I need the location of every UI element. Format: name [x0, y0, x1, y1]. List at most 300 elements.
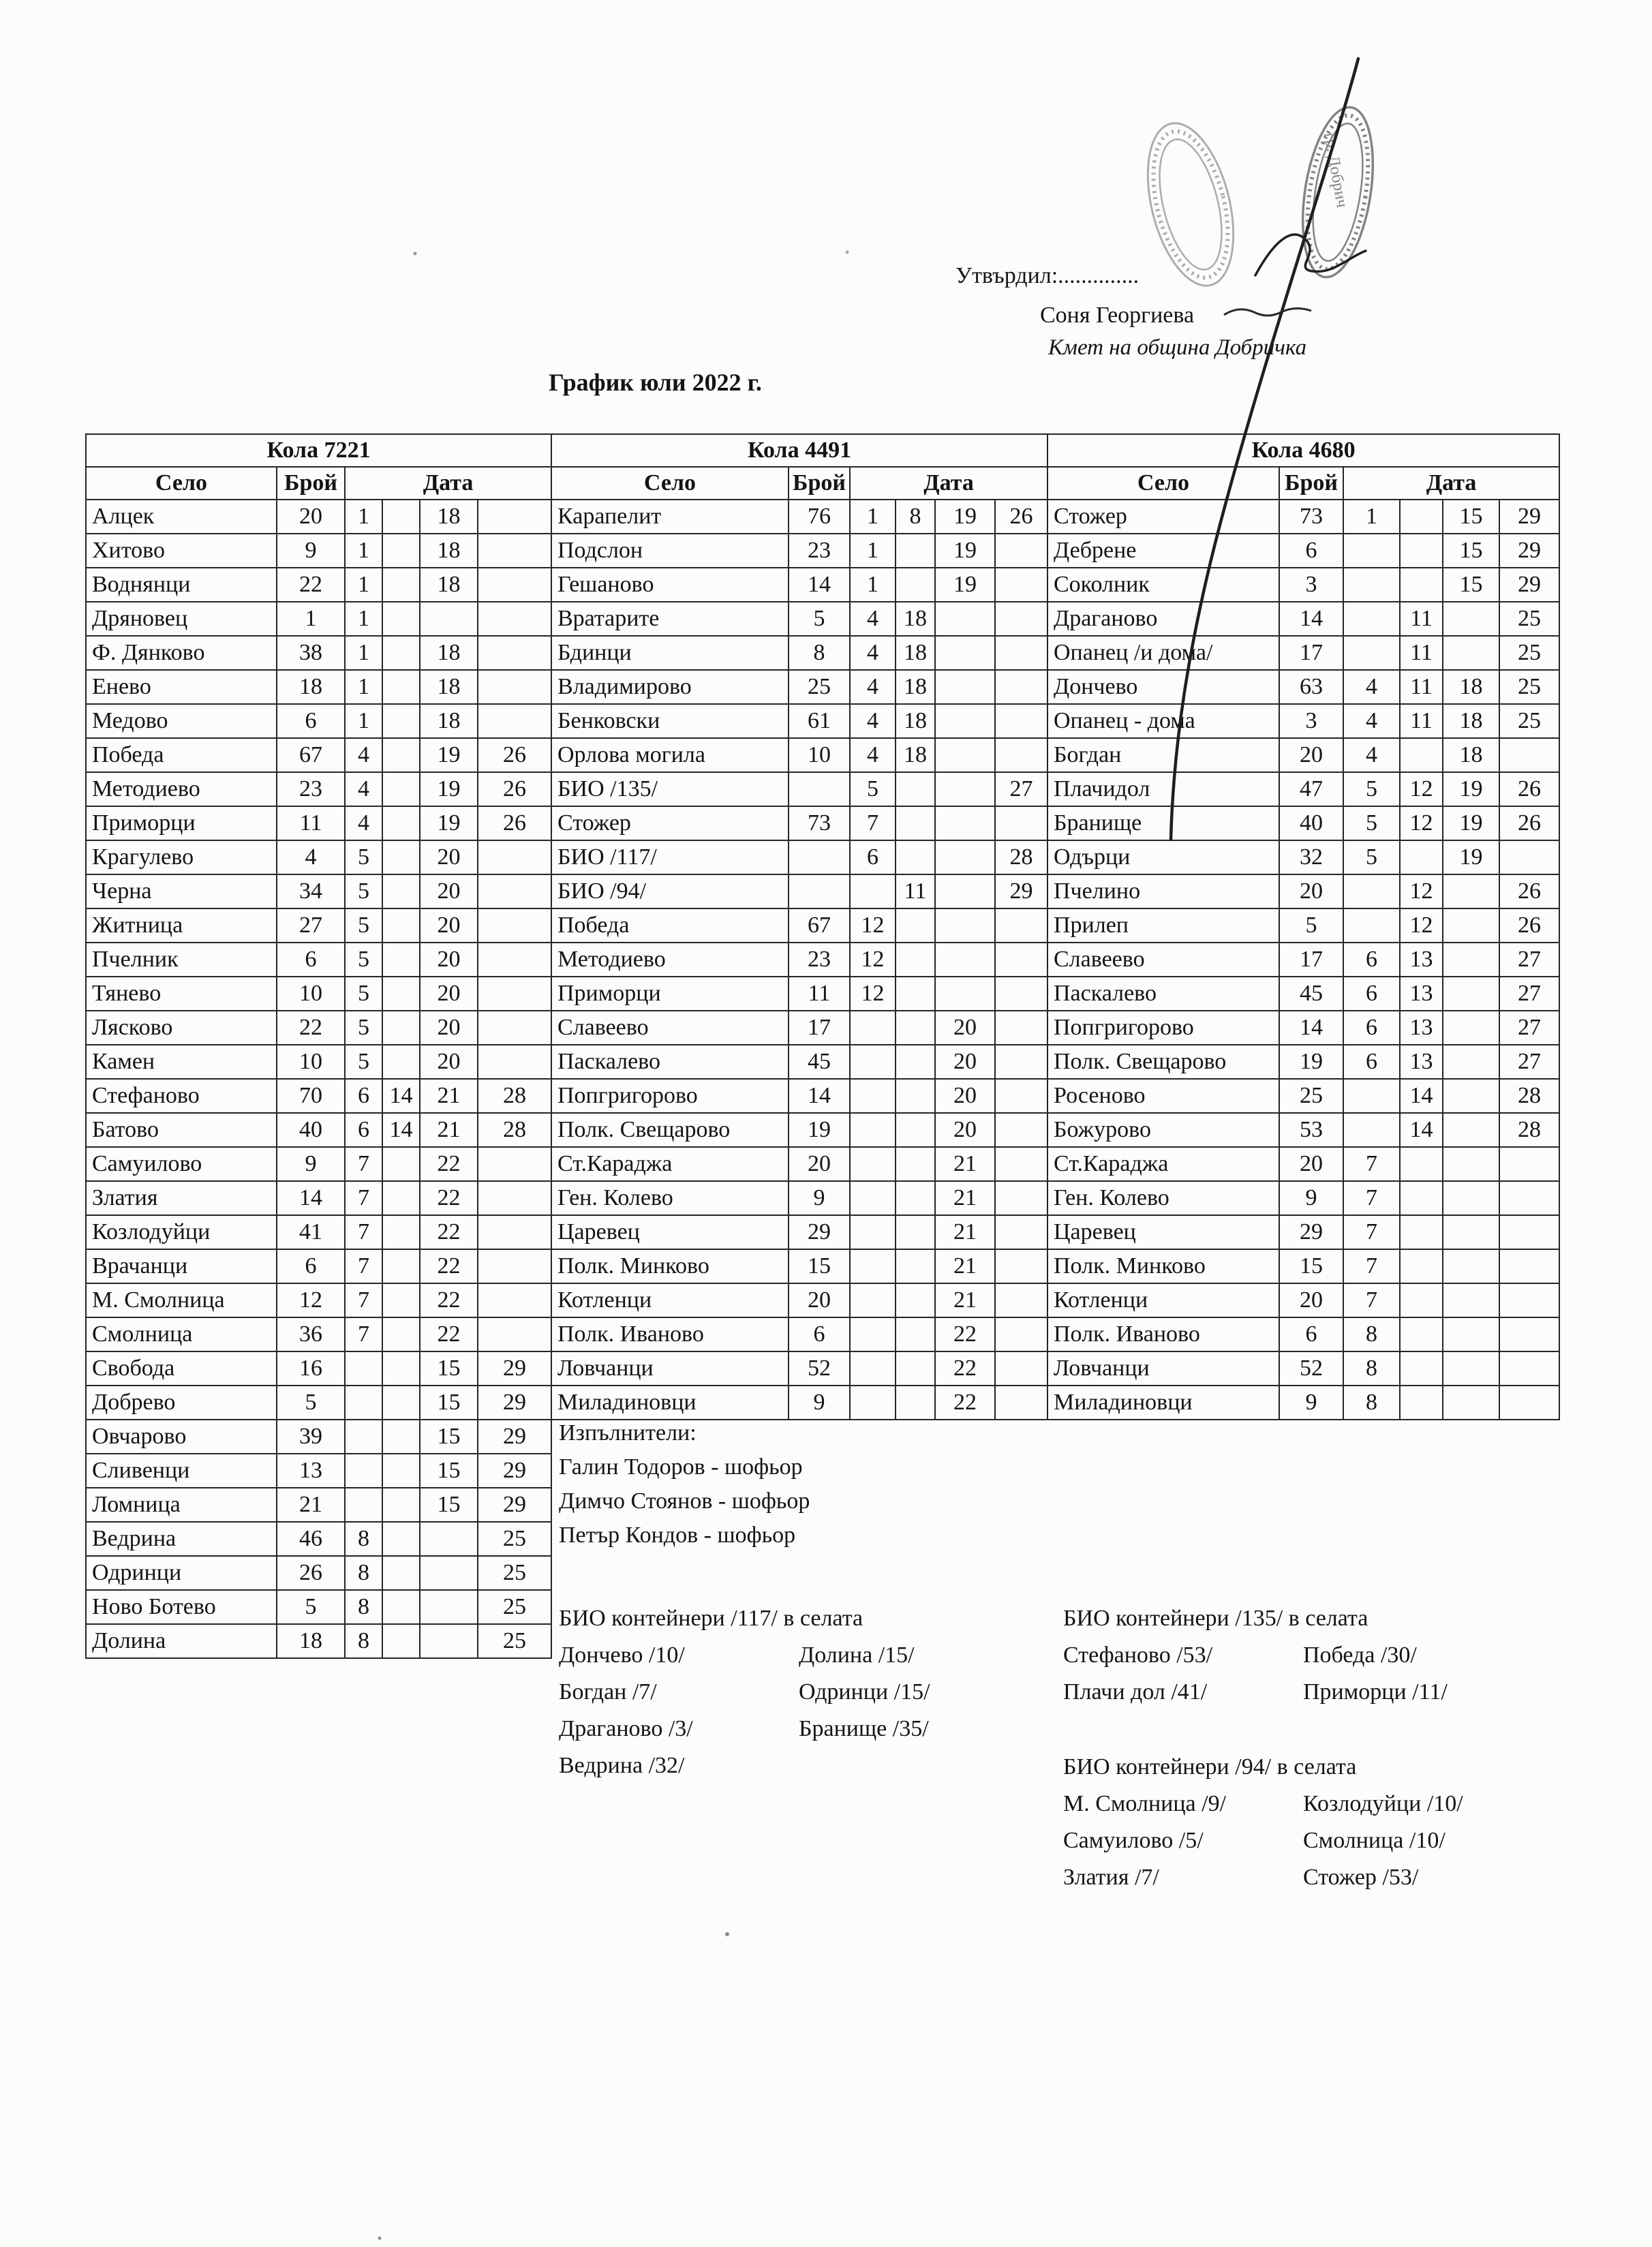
table-row [1047, 772, 1559, 806]
date-cell [478, 874, 551, 908]
village-cell: Сливенци [86, 1454, 277, 1488]
date-cell: 18 [896, 704, 935, 738]
table-row [86, 1351, 551, 1386]
table-row [86, 874, 551, 908]
date-cell: 19 [420, 738, 478, 772]
date-cell: 29 [478, 1386, 551, 1420]
date-cell [896, 1181, 935, 1215]
count-cell [789, 840, 850, 874]
date-cell [935, 806, 995, 840]
village-cell: Житница [86, 908, 277, 943]
table-row [86, 568, 551, 602]
date-cell [1343, 568, 1400, 602]
date-cell: 20 [935, 1079, 995, 1113]
date-cell [420, 1522, 478, 1556]
date-cell: 25 [1499, 704, 1559, 738]
village-cell: Владимирово [551, 670, 789, 704]
date-cell: 1 [345, 636, 382, 670]
date-cell: 1 [850, 534, 896, 568]
date-cell: 19 [1443, 772, 1499, 806]
village-cell: Стожер [551, 806, 789, 840]
table-row [551, 636, 1047, 670]
date-cell: 13 [1400, 943, 1443, 977]
date-cell [1400, 1386, 1443, 1420]
count-cell [789, 772, 850, 806]
date-cell: 4 [1343, 704, 1400, 738]
bio-117-note [559, 1606, 930, 1790]
table-row [551, 1113, 1047, 1147]
date-cell [382, 1624, 420, 1658]
date-cell [995, 943, 1047, 977]
village-cell: Одринци [86, 1556, 277, 1590]
village-cell: Ст.Караджа [1047, 1147, 1279, 1181]
date-cell: 20 [420, 1045, 478, 1079]
note-row [559, 1642, 930, 1679]
note-row [1063, 1642, 1448, 1679]
village-cell: Стожер [1047, 500, 1279, 534]
date-cell [1443, 1386, 1499, 1420]
table-row [1047, 534, 1559, 568]
village-cell: Полк. Минково [1047, 1249, 1279, 1283]
count-cell: 27 [277, 908, 345, 943]
stamp-text: гр. Добрич [1320, 131, 1351, 209]
date-cell: 8 [345, 1590, 382, 1624]
date-cell: 29 [478, 1488, 551, 1522]
note-item: Стожер /53/ [1303, 1865, 1419, 1890]
date-cell: 1 [345, 704, 382, 738]
count-cell: 22 [277, 568, 345, 602]
col-header-count: Брой [1279, 467, 1343, 500]
date-cell [850, 1249, 896, 1283]
table-row [1047, 1215, 1559, 1249]
table-row [1047, 908, 1559, 943]
table-row [551, 1147, 1047, 1181]
date-cell: 14 [1400, 1113, 1443, 1147]
date-cell [478, 943, 551, 977]
count-cell: 40 [1279, 806, 1343, 840]
date-cell [382, 1454, 420, 1488]
table-row [86, 1454, 551, 1488]
date-cell [382, 1522, 420, 1556]
date-cell: 1 [345, 534, 382, 568]
count-cell: 45 [1279, 977, 1343, 1011]
date-cell: 21 [420, 1113, 478, 1147]
date-cell: 22 [935, 1351, 995, 1386]
date-cell: 14 [382, 1113, 420, 1147]
date-cell [995, 1215, 1047, 1249]
village-cell: Ловчанци [1047, 1351, 1279, 1386]
village-cell: Приморци [86, 806, 277, 840]
date-cell [850, 1181, 896, 1215]
count-cell: 5 [277, 1590, 345, 1624]
date-cell [345, 1488, 382, 1522]
village-cell: Царевец [551, 1215, 789, 1249]
date-cell [478, 1215, 551, 1249]
date-cell [995, 670, 1047, 704]
date-cell [850, 1215, 896, 1249]
count-cell: 19 [1279, 1045, 1343, 1079]
date-cell [382, 534, 420, 568]
date-cell: 5 [1343, 840, 1400, 874]
date-cell: 4 [1343, 738, 1400, 772]
date-cell [420, 1590, 478, 1624]
count-cell: 29 [789, 1215, 850, 1249]
count-cell: 13 [277, 1454, 345, 1488]
date-cell [382, 1045, 420, 1079]
date-cell [1443, 1215, 1499, 1249]
date-cell: 22 [420, 1249, 478, 1283]
date-cell: 1 [1343, 500, 1400, 534]
count-cell: 20 [1279, 1283, 1343, 1317]
count-cell: 20 [277, 500, 345, 534]
car-group-header: Кола 7221 [86, 434, 551, 467]
date-cell [995, 738, 1047, 772]
date-cell [995, 602, 1047, 636]
count-cell: 3 [1279, 568, 1343, 602]
date-cell: 22 [420, 1283, 478, 1317]
date-cell: 8 [1343, 1317, 1400, 1351]
date-cell: 4 [345, 806, 382, 840]
table-row [551, 840, 1047, 874]
date-cell: 5 [1343, 806, 1400, 840]
date-cell: 29 [1499, 500, 1559, 534]
date-cell [1443, 1113, 1499, 1147]
date-cell: 7 [1343, 1283, 1400, 1317]
date-cell: 29 [1499, 568, 1559, 602]
table-row [86, 908, 551, 943]
date-cell: 1 [850, 500, 896, 534]
date-cell [382, 1590, 420, 1624]
count-cell: 47 [1279, 772, 1343, 806]
date-cell [850, 1045, 896, 1079]
date-cell [382, 1317, 420, 1351]
car-header-row [86, 434, 551, 467]
count-cell: 14 [1279, 602, 1343, 636]
car-group-header: Кола 4680 [1047, 434, 1559, 467]
village-cell: Дончево [1047, 670, 1279, 704]
date-cell [1400, 568, 1443, 602]
date-cell: 25 [478, 1590, 551, 1624]
date-cell [896, 568, 935, 602]
village-cell: Лясково [86, 1011, 277, 1045]
table-row [86, 602, 551, 636]
date-cell [1443, 908, 1499, 943]
village-cell: Славеево [551, 1011, 789, 1045]
date-cell: 27 [1499, 977, 1559, 1011]
village-cell: Миладиновци [1047, 1386, 1279, 1420]
date-cell: 25 [1499, 602, 1559, 636]
count-cell: 67 [789, 908, 850, 943]
date-cell: 21 [420, 1079, 478, 1113]
date-cell [1400, 1317, 1443, 1351]
table-row [1047, 602, 1559, 636]
count-cell: 9 [789, 1181, 850, 1215]
village-cell: Златия [86, 1181, 277, 1215]
date-cell [850, 1113, 896, 1147]
count-cell: 23 [277, 772, 345, 806]
date-cell: 7 [345, 1147, 382, 1181]
date-cell: 15 [420, 1386, 478, 1420]
date-cell [995, 534, 1047, 568]
note-item: Дончево /10/ [559, 1642, 685, 1668]
date-cell: 28 [1499, 1113, 1559, 1147]
performer-item: Димчо Стоянов - шофьор [559, 1488, 810, 1514]
date-cell [995, 568, 1047, 602]
date-cell [1443, 1147, 1499, 1181]
table-row [86, 1386, 551, 1420]
note-title: БИО контейнери /94/ в селата [1063, 1754, 1357, 1779]
village-cell: Методиево [551, 943, 789, 977]
date-cell: 19 [1443, 840, 1499, 874]
village-cell: Попгригорово [1047, 1011, 1279, 1045]
count-cell: 9 [1279, 1181, 1343, 1215]
column-header-row [1047, 467, 1559, 500]
date-cell [896, 1351, 935, 1386]
count-cell: 3 [1279, 704, 1343, 738]
date-cell [1499, 1215, 1559, 1249]
village-cell: Овчарово [86, 1420, 277, 1454]
table-row [1047, 1011, 1559, 1045]
date-cell [995, 1351, 1047, 1386]
date-cell [995, 1181, 1047, 1215]
village-cell: Хитово [86, 534, 277, 568]
village-cell: Славеево [1047, 943, 1279, 977]
table-row [1047, 636, 1559, 670]
date-cell: 6 [345, 1113, 382, 1147]
date-cell [896, 840, 935, 874]
village-cell: Тянево [86, 977, 277, 1011]
date-cell: 29 [995, 874, 1047, 908]
village-cell: Бенковски [551, 704, 789, 738]
count-cell: 38 [277, 636, 345, 670]
date-cell: 8 [1343, 1386, 1400, 1420]
date-cell [1343, 534, 1400, 568]
count-cell: 36 [277, 1317, 345, 1351]
count-cell: 41 [277, 1215, 345, 1249]
date-cell [345, 1454, 382, 1488]
col-header-count: Брой [789, 467, 850, 500]
table-row [551, 977, 1047, 1011]
date-cell: 7 [1343, 1147, 1400, 1181]
scan-speck [378, 2237, 382, 2240]
table-row [551, 1249, 1047, 1283]
date-cell [1400, 534, 1443, 568]
note-item: Приморци /11/ [1303, 1679, 1448, 1705]
table-row [551, 568, 1047, 602]
note-item: Ведрина /32/ [559, 1753, 685, 1778]
date-cell [478, 1283, 551, 1317]
count-cell: 20 [1279, 738, 1343, 772]
count-cell: 6 [1279, 534, 1343, 568]
count-cell: 5 [789, 602, 850, 636]
table-row [551, 738, 1047, 772]
date-cell [478, 840, 551, 874]
date-cell: 18 [420, 704, 478, 738]
date-cell: 21 [935, 1181, 995, 1215]
date-cell: 12 [850, 943, 896, 977]
count-cell: 14 [789, 1079, 850, 1113]
date-cell: 15 [420, 1420, 478, 1454]
col-header-count: Брой [277, 467, 345, 500]
date-cell [935, 874, 995, 908]
table-row [1047, 704, 1559, 738]
table-row [1047, 1181, 1559, 1215]
village-cell: Паскалево [1047, 977, 1279, 1011]
schedule-table-kola-4491 [551, 433, 1048, 1420]
date-cell [1343, 636, 1400, 670]
date-cell [896, 772, 935, 806]
date-cell: 19 [935, 568, 995, 602]
date-cell: 11 [896, 874, 935, 908]
date-cell [478, 670, 551, 704]
count-cell: 26 [277, 1556, 345, 1590]
date-cell [1443, 602, 1499, 636]
date-cell: 25 [478, 1556, 551, 1590]
date-cell [896, 1249, 935, 1283]
date-cell [478, 1011, 551, 1045]
table-row [1047, 568, 1559, 602]
date-cell: 21 [935, 1249, 995, 1283]
table-row [551, 1011, 1047, 1045]
table-row [1047, 500, 1559, 534]
date-cell [995, 704, 1047, 738]
village-cell: Смолница [86, 1317, 277, 1351]
date-cell [1499, 840, 1559, 874]
date-cell [1443, 1317, 1499, 1351]
date-cell: 15 [1443, 534, 1499, 568]
date-cell: 19 [420, 806, 478, 840]
date-cell: 20 [935, 1011, 995, 1045]
date-cell [1499, 1147, 1559, 1181]
date-cell [935, 772, 995, 806]
count-cell: 40 [277, 1113, 345, 1147]
date-cell [896, 1215, 935, 1249]
table-row [551, 874, 1047, 908]
date-cell: 11 [1400, 704, 1443, 738]
note-item: Бранище /35/ [799, 1716, 929, 1741]
village-cell: БИО /135/ [551, 772, 789, 806]
date-cell: 29 [478, 1454, 551, 1488]
bio-94-note [1063, 1754, 1463, 1901]
date-cell [1400, 500, 1443, 534]
village-cell: Полк. Свещарово [551, 1113, 789, 1147]
date-cell [1499, 1351, 1559, 1386]
date-cell [382, 908, 420, 943]
date-cell [1499, 1283, 1559, 1317]
note-row [559, 1716, 930, 1753]
date-cell: 18 [420, 534, 478, 568]
count-cell: 19 [789, 1113, 850, 1147]
table-row [1047, 1249, 1559, 1283]
date-cell [382, 840, 420, 874]
count-cell: 21 [277, 1488, 345, 1522]
date-cell [382, 1420, 420, 1454]
date-cell: 20 [420, 908, 478, 943]
note-item: Стефаново /53/ [1063, 1642, 1213, 1668]
schedule-table-kola-7221 [85, 433, 552, 1659]
village-cell: Попгригорово [551, 1079, 789, 1113]
table-row [1047, 738, 1559, 772]
date-cell [1400, 1249, 1443, 1283]
date-cell [1443, 636, 1499, 670]
date-cell: 4 [850, 738, 896, 772]
date-cell: 27 [1499, 1045, 1559, 1079]
village-cell: Росеново [1047, 1079, 1279, 1113]
date-cell: 11 [1400, 670, 1443, 704]
count-cell: 9 [277, 534, 345, 568]
table-row [86, 500, 551, 534]
table-row [86, 977, 551, 1011]
date-cell: 25 [1499, 636, 1559, 670]
table-row [551, 1079, 1047, 1113]
village-cell: Ловчанци [551, 1351, 789, 1386]
date-cell [995, 1283, 1047, 1317]
date-cell: 7 [1343, 1181, 1400, 1215]
date-cell [896, 1079, 935, 1113]
village-cell: Приморци [551, 977, 789, 1011]
count-cell: 4 [277, 840, 345, 874]
table-row [86, 1624, 551, 1658]
table-row [551, 704, 1047, 738]
village-cell: Камен [86, 1045, 277, 1079]
date-cell [382, 568, 420, 602]
date-cell: 5 [345, 977, 382, 1011]
date-cell [478, 908, 551, 943]
date-cell [382, 602, 420, 636]
date-cell [935, 908, 995, 943]
date-cell [382, 1249, 420, 1283]
note-item: Плачи дол /41/ [1063, 1679, 1208, 1705]
date-cell [995, 1011, 1047, 1045]
approved-label: Утвърдил:.............. [955, 263, 1139, 288]
village-cell: Одърци [1047, 840, 1279, 874]
date-cell: 8 [1343, 1351, 1400, 1386]
date-cell: 1 [345, 568, 382, 602]
table-row [551, 806, 1047, 840]
date-cell: 21 [935, 1283, 995, 1317]
table-row [1047, 977, 1559, 1011]
date-cell: 11 [1400, 636, 1443, 670]
count-cell: 10 [277, 977, 345, 1011]
date-cell [896, 1045, 935, 1079]
date-cell: 7 [345, 1249, 382, 1283]
date-cell [478, 1045, 551, 1079]
date-cell [1443, 874, 1499, 908]
date-cell [850, 1147, 896, 1181]
date-cell [382, 1386, 420, 1420]
date-cell: 18 [420, 636, 478, 670]
table-row [551, 1283, 1047, 1317]
village-cell: Ведрина [86, 1522, 277, 1556]
date-cell [478, 1317, 551, 1351]
date-cell [935, 636, 995, 670]
date-cell [345, 1386, 382, 1420]
col-header-date: Дата [1343, 467, 1559, 500]
date-cell: 25 [478, 1624, 551, 1658]
date-cell: 29 [1499, 534, 1559, 568]
count-cell: 6 [789, 1317, 850, 1351]
count-cell: 45 [789, 1045, 850, 1079]
date-cell [1499, 1386, 1559, 1420]
village-cell: Медово [86, 704, 277, 738]
car-header-row [551, 434, 1047, 467]
date-cell [995, 1079, 1047, 1113]
count-cell: 9 [1279, 1386, 1343, 1420]
date-cell [382, 943, 420, 977]
table-row [86, 1556, 551, 1590]
date-cell: 6 [1343, 977, 1400, 1011]
village-cell: Воднянци [86, 568, 277, 602]
